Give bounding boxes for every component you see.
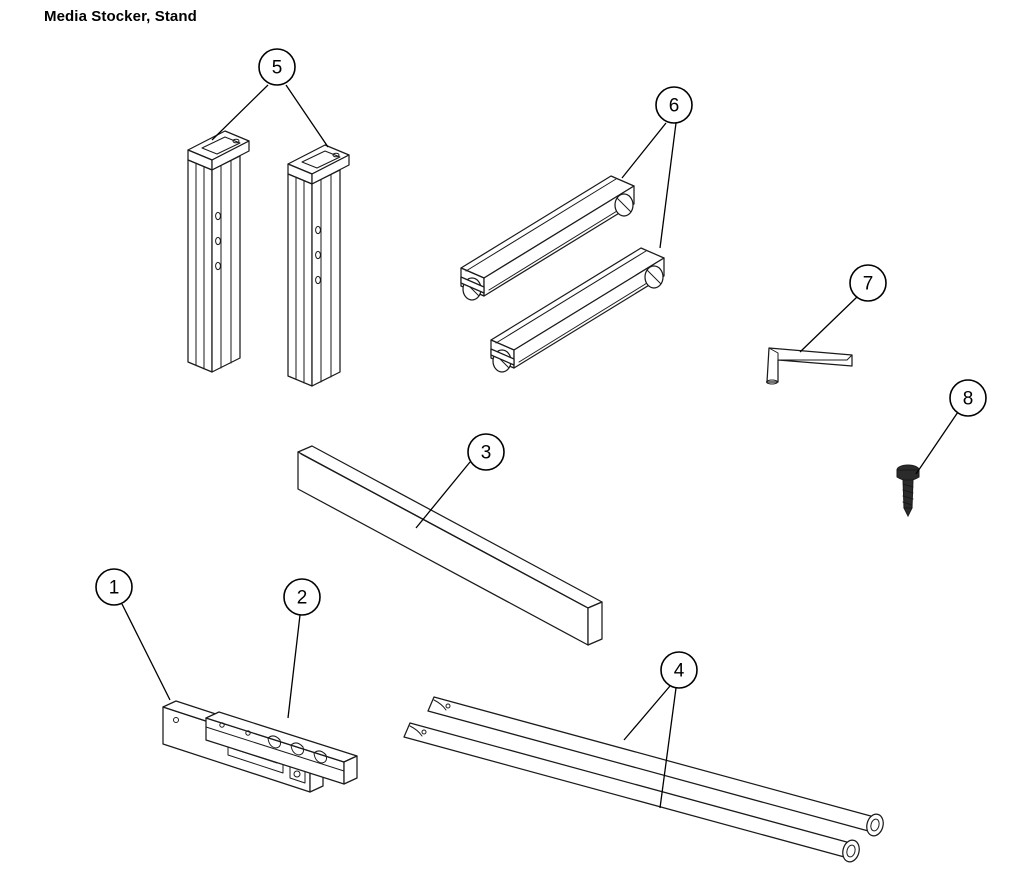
callout-1-back-plate[interactable] — [96, 569, 132, 605]
leader-line — [624, 686, 670, 740]
leader-line — [286, 85, 328, 147]
callout-number: 6 — [668, 95, 680, 117]
part-roller-tube-upper — [428, 697, 886, 838]
callout-8-screw[interactable] — [950, 380, 986, 416]
leader-line — [916, 412, 958, 474]
leader-line — [622, 123, 666, 178]
part-hex-key — [767, 348, 853, 384]
leader-line — [660, 123, 676, 248]
part-upright-column-left — [188, 131, 249, 372]
callout-number: 8 — [962, 388, 974, 410]
leader-line — [212, 85, 268, 140]
part-upright-column-right — [288, 145, 349, 386]
callout-3-cross-beam[interactable] — [468, 434, 504, 470]
callout-7-hex-key[interactable] — [850, 265, 886, 301]
leader-line — [122, 604, 170, 700]
leader-line — [660, 688, 676, 808]
callout-number: 7 — [862, 273, 874, 295]
part-roller-tube-lower — [404, 723, 862, 864]
callout-5-upright-columns[interactable] — [259, 49, 295, 85]
callout-number: 3 — [480, 442, 492, 464]
callout-6-caster-feet[interactable] — [656, 87, 692, 123]
page-title: Media Stocker, Stand — [44, 8, 197, 25]
callout-number: 2 — [296, 587, 308, 609]
part-screw — [897, 465, 919, 516]
callout-number: 5 — [271, 57, 283, 79]
part-cross-beam — [298, 446, 602, 645]
leader-line — [288, 615, 300, 718]
callout-number: 1 — [108, 577, 120, 599]
callout-4-roller-tubes[interactable] — [661, 652, 697, 688]
leader-line — [800, 296, 858, 352]
callout-number: 4 — [673, 660, 685, 682]
callout-2-bracket[interactable] — [284, 579, 320, 615]
leader-lines — [122, 85, 958, 808]
